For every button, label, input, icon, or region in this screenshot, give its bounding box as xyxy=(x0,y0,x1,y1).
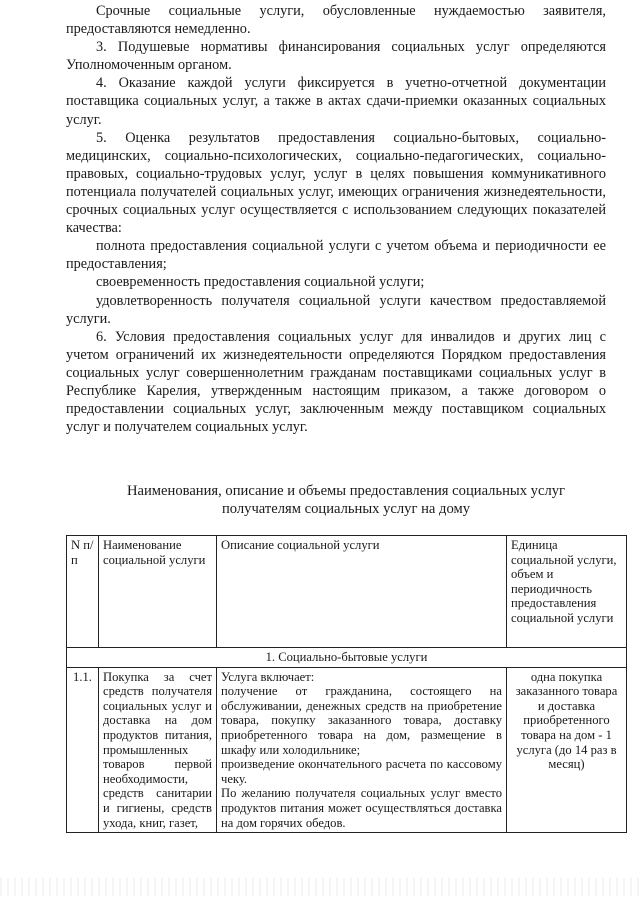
paragraph-4: 4. Оказание каждой услуги фиксируется в учетно-отчетной документации поставщика социальных услуг, а также в актах сдачи-приемки оказанных социальных услуг. xyxy=(66,75,606,128)
body-text xyxy=(66,2,606,436)
paragraph-3: 3. Подушевые нормативы финансирования социальных услуг определяются Уполномоченным органом. xyxy=(66,39,606,74)
paragraph-quality-timeliness: своевременность предоставления социальной услуги; xyxy=(96,274,425,291)
table-row xyxy=(67,667,627,833)
table-group-row xyxy=(67,648,627,668)
row-unit: одна покупка заказанного товара и доставка приобретенного товара на дом - 1 услуга (до 14 раз в месяц) xyxy=(507,667,627,833)
row-name: Покупка за счет средств получателя социальных услуг и доставка на дом продуктов питания, промышленных товаров первой необходимости, средств санитарии и гигиены, средств ухода, книг, газет, xyxy=(99,667,217,833)
table-header-row xyxy=(67,536,627,648)
row-desc-line: получение от гражданина, состоящего на обслуживании, денежных средств на приобретение товара, покупку заказанного товара, доставку приобретенного товара на дом, размещение в шкафу или холодильнике; xyxy=(221,684,502,757)
section-title-line-2: получателям социальных услуг на дому xyxy=(221,501,471,517)
paragraph-5: 5. Оценка результатов предоставления социально-бытовых, социально-медицинских, социально-психологических, социально-педагогических, социально-правовых, социально-трудовых услуг, услуг в целях повышения коммуникативного потенциала получателей социальных услуг, имеющих ограничения жизнедеятельности, срочных социальных услуг осуществляется с использованием следующих показателей качества: xyxy=(66,129,606,237)
row-desc-line: Услуга включает: xyxy=(221,669,315,684)
paragraph-6: 6. Условия предоставления социальных услуг для инвалидов и других лиц с учетом ограничений их жизнедеятельности определяются Порядком предоставления социальных услуг совершеннолетним гражданам поставщиками социальных услуг в Республике Карелия, утвержденным настоящим приказом, а также договором о предоставлении социальных услуг, заключенным между поставщиком социальных услуг и получателем социальных услуг. xyxy=(66,328,606,436)
section-title xyxy=(66,482,626,518)
header-unit: Единица социальной услуги, объем и периодичность предоставления социальной услуги xyxy=(507,536,627,648)
group-title: 1. Социально-бытовые услуги xyxy=(67,648,627,668)
row-desc xyxy=(217,667,507,833)
header-name: Наименование социальной услуги xyxy=(99,536,217,648)
paragraph-quality-satisfaction: удовлетворенность получателя социальной услуги качеством предоставляемой услуги. xyxy=(66,292,606,327)
row-desc-line: По желанию получателя социальных услуг вместо продуктов питания может осуществляться доставка на дом горячих обедов. xyxy=(221,786,502,830)
header-desc: Описание социальной услуги xyxy=(217,536,507,648)
paragraph-quality-completeness: полнота предоставления социальной услуги с учетом объема и периодичности ее предоставления; xyxy=(66,238,606,273)
row-desc-line: произведение окончательного расчета по кассовому чеку. xyxy=(221,757,502,786)
section-title-line-1: Наименования, описание и объемы предоставления социальных услуг xyxy=(126,483,566,499)
paragraph-urgent-services: Срочные социальные услуги, обусловленные нуждаемостью заявителя, предоставляются немедленно. xyxy=(66,3,606,38)
scan-noise-strip xyxy=(0,878,640,896)
row-num: 1.1. xyxy=(67,667,99,833)
services-table xyxy=(66,535,627,833)
header-num: N п/п xyxy=(67,536,99,648)
